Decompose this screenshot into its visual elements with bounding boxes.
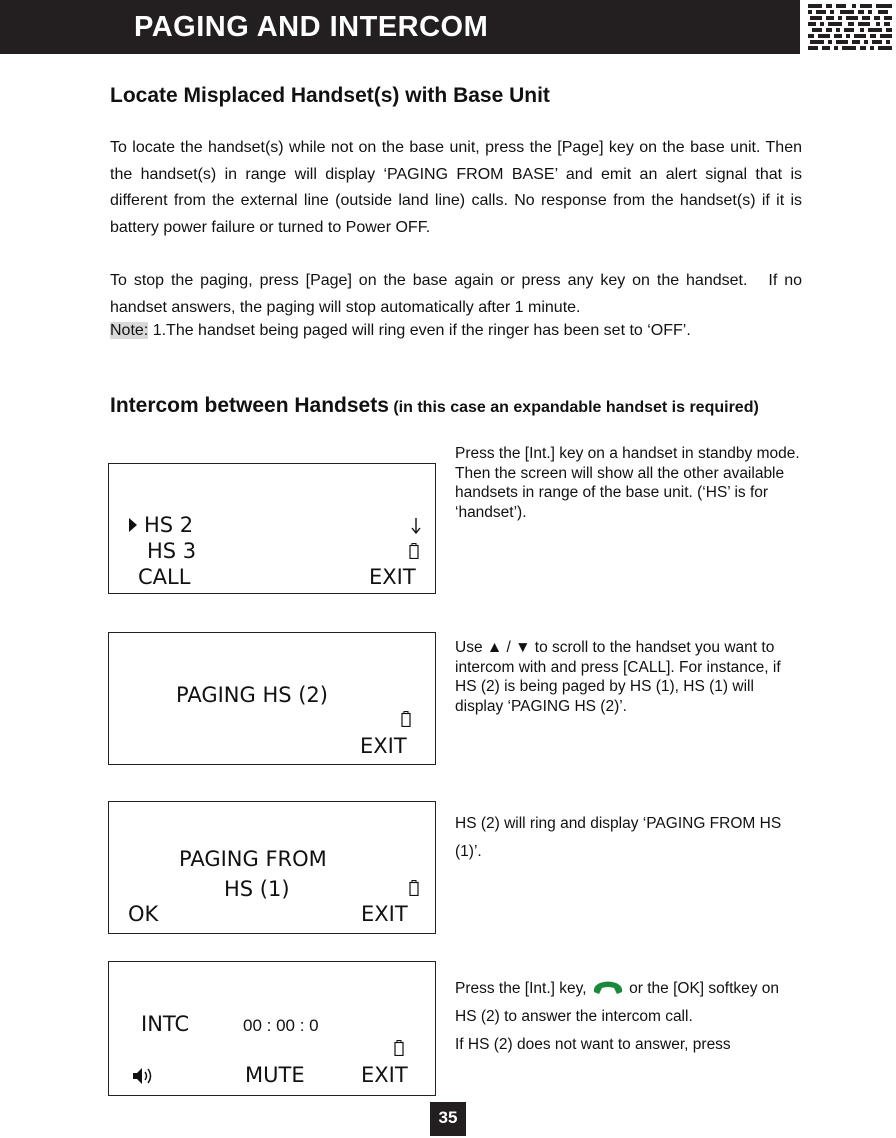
- softkey-exit: EXIT: [361, 1063, 408, 1087]
- lcd-paging-from-text: PAGING FROM: [179, 847, 327, 871]
- lcd-intc-label: INTC: [141, 1012, 190, 1036]
- intercom-heading-main: Intercom between Handsets: [110, 394, 389, 417]
- note-label: Note:: [110, 322, 149, 339]
- battery-icon: [409, 880, 419, 896]
- lcd-screen-paging-from: [108, 801, 436, 934]
- description-step1: Press the [Int.] key on a handset in standby mode. Then the screen will show all the other available handsets in range of the base unit. (‘HS’ is for ‘handset’).: [455, 445, 800, 521]
- lcd-screen-intercom-call: [108, 961, 436, 1096]
- description-step4: [455, 975, 800, 1059]
- header-bar: [0, 0, 800, 54]
- lcd-paging-hs-text: PAGING HS (2): [176, 683, 328, 707]
- battery-icon: [409, 543, 419, 559]
- description-step2: Use ▲ / ▼ to scroll to the handset you want to intercom with and press [CALL]. For instance, if HS (2) is being paged by HS (1), HS (1) will display ‘PAGING HS (2)’.: [455, 639, 781, 715]
- softkey-ok: OK: [128, 902, 159, 926]
- speaker-icon: [131, 1066, 155, 1086]
- page-number: 35: [430, 1102, 466, 1136]
- down-arrow-icon: [410, 517, 422, 535]
- note: [110, 322, 691, 340]
- lcd-row-hs2: HS 2: [144, 513, 194, 537]
- phone-icon: [591, 978, 625, 1000]
- paragraph-stop-paging: To stop the paging, press [Page] on the base again or press any key on the handset. If no handset answers, the paging will stop automatically after 1 minute.: [110, 272, 802, 316]
- description-step4-before: Press the [Int.] key,: [455, 980, 591, 997]
- qr-code-icon: [806, 2, 894, 52]
- note-text: 1.The handset being paged will ring even if the ringer has been set to ‘OFF’.: [148, 322, 691, 339]
- lcd-row-hs3: HS 3: [147, 539, 197, 563]
- right-arrow-cursor-icon: [128, 517, 138, 533]
- intercom-heading-sub: (in this case an expandable handset is required): [388, 399, 759, 416]
- softkey-exit: EXIT: [361, 902, 408, 926]
- softkey-exit: EXIT: [369, 565, 416, 589]
- description-step4-after: or the [OK] softkey on HS (2) to answer the intercom call.: [455, 980, 780, 1025]
- description-step3: HS (2) will ring and display ‘PAGING FROM HS (1)’.: [455, 815, 782, 860]
- description-step4-line2: If HS (2) does not want to answer, press: [455, 1036, 731, 1053]
- paragraph-locate: To locate the handset(s) while not on the base unit, press the [Page] key on the base unit. Then the handset(s) in range will display ‘PAGING FROM BASE’ and emit an alert signal that is different from the external line (outside land line) calls. No response from the handset(s) if it is battery power failure or turned to Power OFF.: [110, 139, 802, 236]
- softkey-call: CALL: [138, 565, 191, 589]
- softkey-exit: EXIT: [360, 734, 407, 758]
- lcd-screen-paging-hs: [108, 632, 436, 765]
- lcd-screen-handset-list: [108, 463, 436, 594]
- section-heading-locate: Locate Misplaced Handset(s) with Base Unit: [110, 84, 550, 107]
- lcd-call-timer: 00 : 00 : 0: [243, 1016, 319, 1035]
- section-heading-intercom: [110, 390, 810, 424]
- battery-icon: [394, 1040, 404, 1056]
- header-title: PAGING AND INTERCOM: [134, 11, 489, 43]
- battery-icon: [401, 711, 411, 727]
- softkey-mute: MUTE: [245, 1063, 305, 1087]
- lcd-paging-from-hs: HS (1): [224, 877, 290, 901]
